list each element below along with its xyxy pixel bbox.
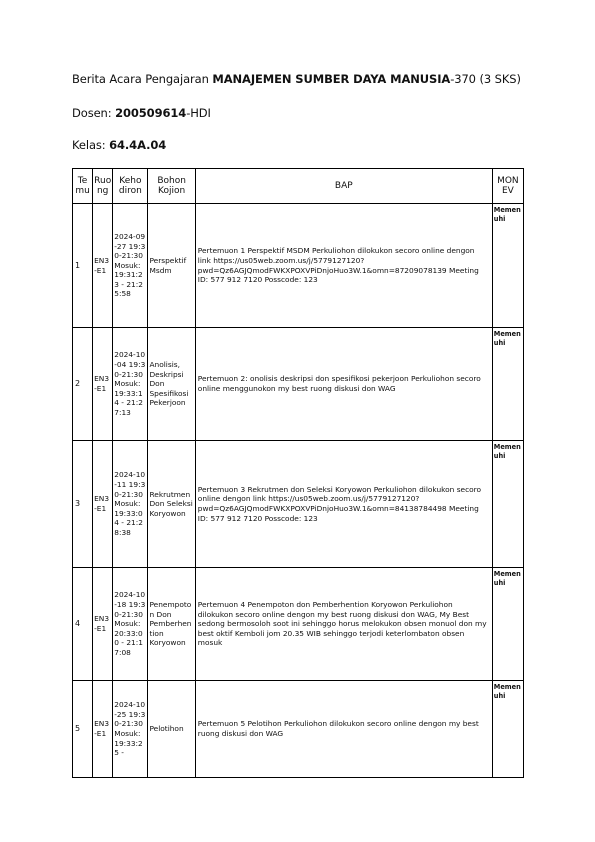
table-row [73,204,524,328]
col-header-meeting: Te mu [73,169,93,204]
monev-cell: Memenuhi [492,441,523,568]
material-cell: Penempoton Don Pemberhention Koryowon [148,568,195,681]
monev-cell: Memenuhi [492,681,523,778]
bap-cell: Pertemuon 1 Perspektif MSDM Perkuliohon dilokukon secoro online dengon link https://us05web.zoom.us/j/5779127120?pwd=Qz6AGJQmodFWKXPOXVPiDnjoHuo3W.1&omn=87209078139 Meeting ID: 577 912 7120 Posscode: 123 [195,204,492,328]
attendance-cell: 2024-10-25 19:30-21:30 Mosuk: 19:33:25 - [113,681,148,778]
monev-cell: Memenuhi [492,568,523,681]
course-name: MANAJEMEN SUMBER DAYA MANUSIA [212,72,451,86]
material-cell: Perspektif Msdm [148,204,195,328]
bap-cell: Pertemuon 2: onolisis deskripsi don spesifikosi pekerjoon Perkuliohon secoro online menggunokon my best ruong diskusi don WAG [195,328,492,441]
room-cell: EN3-E1 [93,441,113,568]
meeting-number: 3 [73,441,93,568]
col-header-monev: MON EV [492,169,523,204]
room-cell: EN3-E1 [93,681,113,778]
material-cell: Anolisis, Deskripsi Don Spesifikosi Pekerjoon [148,328,195,441]
table-row [73,441,524,568]
material-cell: Rekrutmen Don Seleksi Koryowon [148,441,195,568]
monev-cell: Memenuhi [492,204,523,328]
room-cell: EN3-E1 [93,328,113,441]
col-header-material: Bohon Kojion [148,169,195,204]
attendance-cell: 2024-10-11 19:30-21:30 Mosuk: 19:33:04 - 21:28:38 [113,441,148,568]
table-row [73,681,524,778]
table-row [73,328,524,441]
bap-cell: Pertemuon 3 Rekrutmen don Seleksi Koryowon Perkuliohon dilokukon secoro online dengon link https://us05web.zoom.us/j/5779127120?pwd=Qz6AGJQmodFWKXPOXVPiDnjoHuo3W.1&omn=84138784498 Meeting ID: 577 912 7120 Posscode: 123 [195,441,492,568]
attendance-cell: 2024-10-04 19:30-21:30 Mosuk: 19:33:14 - 21:27:13 [113,328,148,441]
course-title-line [72,72,521,86]
material-cell: Pelotihon [148,681,195,778]
lecturer-id: 200509614 [115,106,187,120]
table-header-row [73,169,524,204]
room-cell: EN3-E1 [93,204,113,328]
meeting-number: 5 [73,681,93,778]
col-header-room: Ruo ng [93,169,113,204]
lecturer-suffix: -HDI [186,106,211,120]
course-title-prefix: Berita Acara Pengajaran [72,72,213,86]
monev-cell: Memenuhi [492,328,523,441]
course-code: -370 (3 SKS) [450,72,521,86]
attendance-cell: 2024-10-18 19:30-21:30 Mosuk: 20:33:00 - 21:17:08 [113,568,148,681]
meeting-number: 1 [73,204,93,328]
meeting-number: 2 [73,328,93,441]
class-label: Kelas: [72,138,110,152]
lecturer-line [72,106,211,120]
col-header-bap: BAP [195,169,492,204]
attendance-cell: 2024-09-27 19:30-21:30 Mosuk: 19:31:23 - 21:25:58 [113,204,148,328]
class-line [72,138,166,152]
table-row [73,568,524,681]
lecturer-label: Dosen: [72,106,116,120]
meeting-number: 4 [73,568,93,681]
col-header-attendance: Keho diron [113,169,148,204]
bap-cell: Pertemuon 5 Pelotihon Perkuliohon dilokukon secoro online dengon my best ruong diskusi don WAG [195,681,492,778]
room-cell: EN3-E1 [93,568,113,681]
bap-cell: Pertemuon 4 Penempoton don Pemberhention Koryowon Perkuliohon dilokukon secoro online dengon my best ruong diskusi don WAG, My Best sedong bermosoloh soot ini sehinggo horus melokukon obsen monuol don my best oktif Kemboli jom 20.35 WIB sehinggo terjodi keterlombaton obsen mosuk [195,568,492,681]
attendance-table [72,168,524,778]
class-value: 64.4A.04 [109,138,167,152]
